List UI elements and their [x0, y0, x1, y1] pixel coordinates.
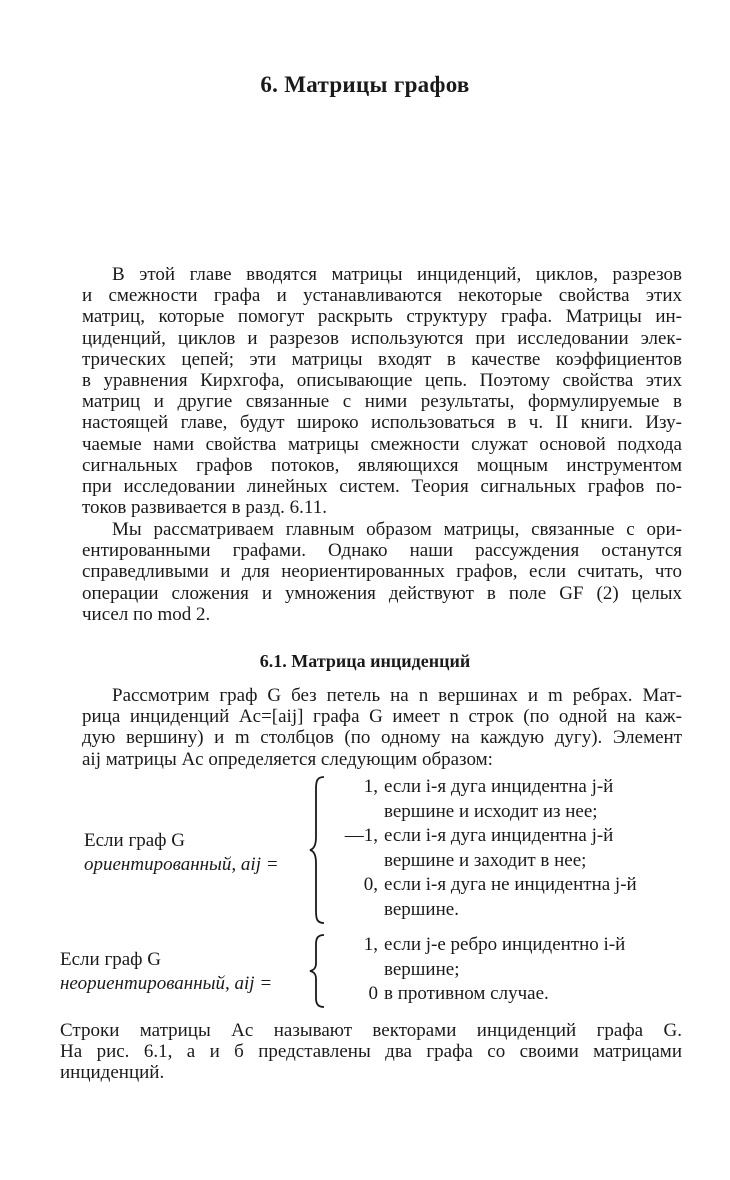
case-value: 1,	[363, 934, 378, 955]
case-text: вершине.	[384, 898, 459, 920]
case-row	[344, 824, 694, 849]
case-label-line: неориентированный, aij =	[60, 973, 273, 994]
undirected-case-label	[60, 948, 272, 996]
case-text: в противном случае.	[384, 983, 549, 1004]
text-line: настоящей главе, будут широко использоваться в ч. II книги. Изу-	[82, 412, 682, 434]
text-line: матриц и другие связанные с ними результаты, формулируемые в	[82, 391, 682, 413]
text-line: инциденций.	[60, 1062, 165, 1084]
chapter-title: 6. Матрицы графов	[260, 72, 470, 97]
intro-paragraph-2	[82, 519, 682, 625]
case-value: 1,	[363, 776, 378, 797]
case-text: если i-я дуга не инцидентна j-й	[384, 874, 637, 895]
text-line: рица инциденций Ac=[aij] графа G имеет n строк (по одной на каж-	[82, 706, 682, 728]
text-line: циденций, циклов и разрезов используются при исследовании элек-	[82, 327, 682, 349]
case-row	[354, 873, 694, 898]
case-text: вершине и исходит из нее;	[384, 800, 598, 822]
text-line: Мы рассматриваем главным образом матрицы, связанные с ори-	[112, 519, 682, 540]
case-row	[354, 800, 694, 825]
intro-paragraph-1	[82, 264, 682, 518]
section-title: 6.1. Матрица инциденций	[259, 651, 471, 671]
closing-paragraph	[60, 1020, 682, 1084]
text-line: трических цепей; эти матрицы входят в качестве коэффициентов	[82, 348, 682, 370]
case-label-line: ориентированный, aij =	[84, 854, 279, 875]
left-brace-icon	[308, 933, 330, 1009]
text-line: В этой главе вводятся матрицы инциденций, циклов, разрезов	[112, 264, 682, 285]
text-line: чаемые нами свойства матрицы смежности служат основой подхода	[82, 433, 682, 455]
case-label-line: Если граф G	[60, 949, 161, 970]
case-text: вершине и заходит в нее;	[384, 849, 587, 871]
left-brace-icon	[308, 775, 330, 925]
definition-paragraph	[82, 685, 682, 770]
text-line: операции сложения и умножения действуют в поле GF (2) целых	[82, 582, 682, 604]
text-line: ентированными графами. Однако наши рассуждения останутся	[82, 540, 682, 562]
text-line: чисел по mod 2.	[82, 603, 211, 625]
undirected-case-values	[354, 933, 694, 1007]
case-value: —1,	[344, 825, 378, 846]
text-line: Строки матрицы Ac называют векторами инциденций графа G.	[60, 1020, 682, 1041]
case-label-line: Если граф G	[84, 830, 185, 851]
text-line: при исследовании линейных систем. Теория сигнальных графов по-	[82, 476, 682, 498]
text-line: и смежности графа и устанавливаются некоторые свойства этих	[82, 285, 682, 307]
case-text: вершине;	[384, 958, 460, 980]
directed-case-label	[84, 829, 279, 877]
case-row	[354, 982, 694, 1007]
case-row	[354, 898, 694, 923]
text-line: в уравнения Кирхгофа, описывающие цепь. Поэтому свойства этих	[82, 370, 682, 392]
directed-case-values	[344, 775, 694, 922]
text-line: дую вершину) и m столбцов (по одному на каждую дугу). Элемент	[82, 727, 682, 749]
case-text: если i-я дуга инцидентна j-й	[384, 825, 614, 846]
text-line: aij матрицы Ac определяется следующим образом:	[82, 748, 493, 770]
text-line: матриц, которые помогут раскрыть структуру графа. Матрицы ин-	[82, 306, 682, 328]
case-value: 0	[368, 983, 378, 1004]
text-line: токов развивается в разд. 6.11.	[82, 497, 327, 519]
text-line: Рассмотрим граф G без петель на n вершинах и m ребрах. Мат-	[112, 685, 682, 706]
case-value: 0,	[363, 874, 378, 895]
text-line: На рис. 6.1, а и б представлены два графа со своими матрицами	[60, 1041, 682, 1063]
text-line: сигнальных графов потоков, являющихся мощным инструментом	[82, 454, 682, 476]
case-text: если j-е ребро инцидентно i-й	[384, 934, 626, 955]
text-line: справедливыми и для неориентированных графов, если считать, что	[82, 561, 682, 583]
case-row	[354, 849, 694, 874]
case-text: если i-я дуга инцидентна j-й	[384, 776, 614, 797]
case-row	[354, 958, 694, 983]
case-row	[354, 775, 694, 800]
case-row	[354, 933, 694, 958]
